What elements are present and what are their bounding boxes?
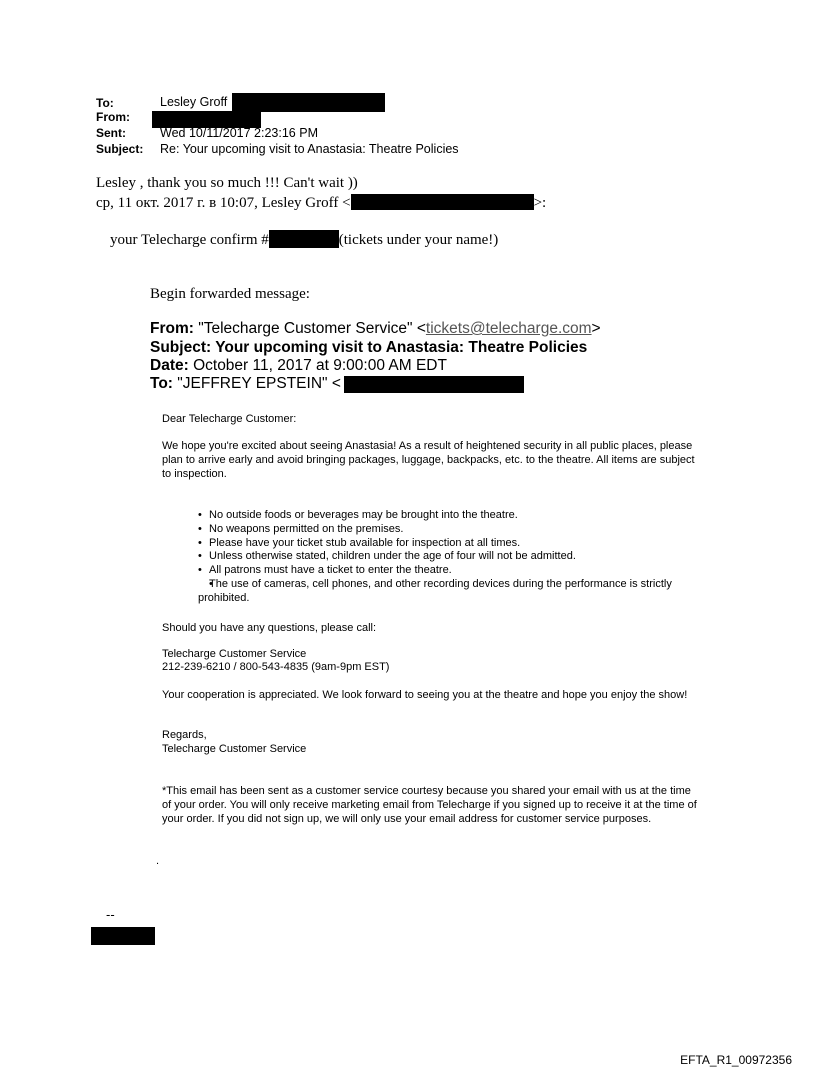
fwd-from-email-link[interactable]: tickets@telecharge.com (425, 320, 592, 337)
confirm-line (110, 230, 498, 249)
fwd-to-value: "JEFFREY EPSTEIN" < (177, 375, 341, 392)
policy-item: • No weapons permitted on the premises. (198, 523, 698, 537)
intro-paragraph: We hope you're excited about seeing Anastasia! As a result of heightened security in all public places, please plan to arrive early and avoid bringing packages, luggage, backpacks, etc. to the theatre. All items are subject to inspection. (162, 440, 695, 480)
to-label: To: (96, 96, 114, 110)
forwarded-to (150, 375, 341, 393)
policy-item: • Please have your ticket stub available for inspection at all times. (198, 537, 698, 551)
forwarded-intro: Begin forwarded message: (150, 286, 310, 302)
fwd-from-name: "Telecharge Customer Service" < (198, 320, 426, 337)
policy-item: • Unless otherwise stated, children under the age of four will not be admitted. (198, 550, 698, 564)
fwd-subject-label: Subject: (150, 339, 212, 356)
attribution-suffix: >: (533, 195, 547, 211)
policy-item: • All patrons must have a ticket to enter the theatre. (198, 564, 698, 578)
stray-dot: . (156, 855, 160, 867)
attribution-prefix: ср, 11 окт. 2017 г. в 10:07, Lesley Groff < (96, 195, 351, 211)
signature-dashes: -- (106, 907, 115, 922)
fwd-from-label: From: (150, 320, 194, 337)
confirm-prefix: your Telecharge confirm # (110, 232, 269, 248)
subject-label: Subject: (96, 142, 144, 156)
redaction-box (269, 230, 339, 248)
regards-line: Regards, (162, 729, 207, 741)
questions-line: Should you have any questions, please call: (162, 622, 377, 634)
fwd-to-label: To: (150, 375, 173, 392)
forwarded-subject (150, 339, 587, 357)
sent-value: Wed 10/11/2017 2:23:16 PM (160, 126, 318, 140)
from-label: From: (96, 110, 130, 124)
cooperation-paragraph: Your cooperation is appreciated. We look forward to seeing you at the theatre and hope you enjoy the show! (162, 689, 688, 701)
forwarded-date (150, 357, 447, 375)
signature-line: Telecharge Customer Service (162, 743, 307, 755)
greeting: Dear Telecharge Customer: (162, 413, 297, 425)
policy-list (198, 509, 698, 606)
fwd-subject-value: Your upcoming visit to Anastasia: Theatre Policies (215, 339, 588, 356)
contact-name: Telecharge Customer Service (162, 648, 307, 660)
confirm-suffix: (tickets under your name!) (338, 232, 499, 248)
policy-item: • The use of cameras, cell phones, and other recording devices during the performance is strictly prohibited. (198, 578, 698, 606)
document-id: EFTA_R1_00972356 (680, 1053, 792, 1067)
forwarded-from (150, 320, 601, 338)
fwd-date-value: October 11, 2017 at 9:00:00 AM EDT (193, 357, 447, 374)
contact-phones: 212-239-6210 / 800-543-4835 (9am-9pm EST) (162, 661, 390, 673)
reply-quote-attribution (96, 194, 546, 212)
redaction-box (232, 93, 385, 112)
fwd-date-label: Date: (150, 357, 189, 374)
to-value: Lesley Groff (160, 95, 228, 109)
fwd-from-close: > (591, 320, 601, 337)
redaction-box (351, 194, 534, 210)
reply-line: Lesley , thank you so much !!! Can't wait )) (96, 175, 358, 191)
policy-item: • No outside foods or beverages may be brought into the theatre. (198, 509, 698, 523)
redaction-box (344, 376, 524, 393)
sent-label: Sent: (96, 126, 126, 140)
redaction-box (91, 927, 155, 945)
subject-value: Re: Your upcoming visit to Anastasia: Theatre Policies (160, 142, 459, 156)
disclaimer-paragraph: *This email has been sent as a customer service courtesy because you shared your email with us at the time of your order. You will only receive marketing email from Telecharge if you signed up to receive it at the time of your order. If you did not sign up, we will only use your email address for customer service purposes. (162, 785, 697, 825)
